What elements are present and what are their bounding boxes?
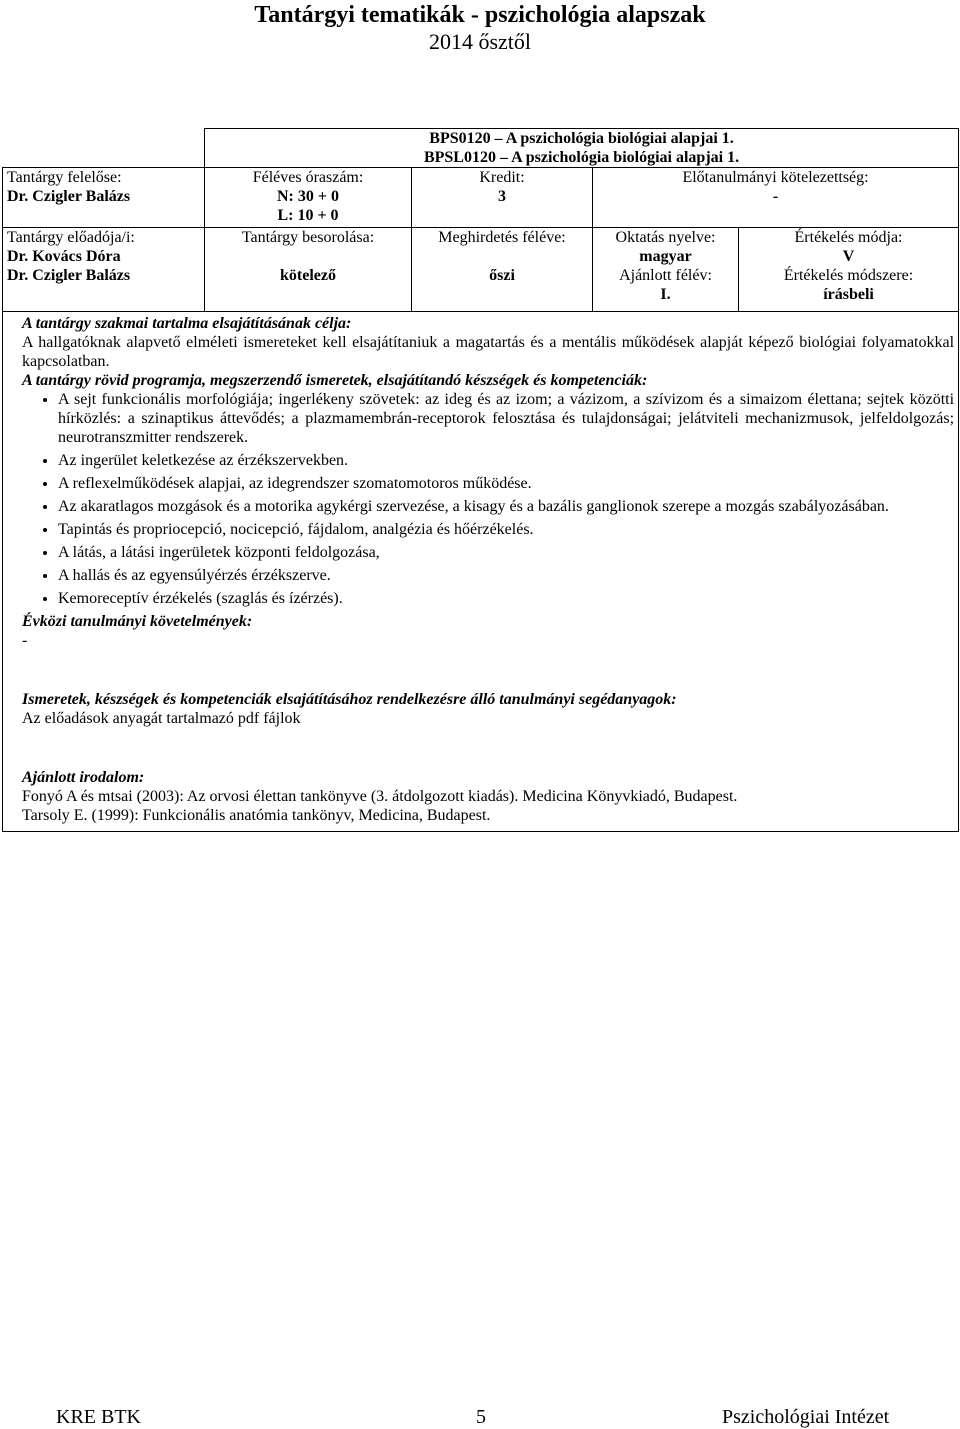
list-item: • Az ingerület keletkezése az érzékszervekben. [58, 451, 954, 470]
literature-item: Tarsoly E. (1999): Funkcionális anatómia tankönyv, Medicina, Budapest. [22, 807, 491, 824]
list-item: • A sejt funkcionális morfológiája; ingerlékeny szövetek: az ideg és az izom; a vázizom, a szívizom és a simaizom élettana; sejtek közötti hírközlés: a szinaptikus áttevődés; a plazmamembrán-receptorok felosztása és tulajdonságai; jelátviteli mechanizmusok, jelfeldolgozás; neurotranszmitter rendszerek. [58, 390, 954, 447]
responsible-label: Tantárgy felelőse: [7, 169, 122, 186]
lecturer-label: Tantárgy előadója/i: [7, 229, 135, 246]
responsible-name: Dr. Czigler Balázs [7, 188, 131, 205]
eval-mode-value: V [842, 248, 855, 265]
course-meta-row-2 [3, 228, 959, 312]
literature-label: Ajánlott irodalom: [22, 769, 145, 786]
eval-mode-label: Értékelés módja: [794, 229, 903, 246]
list-item: • Kemoreceptív érzékelés (szaglás és ízérzés). [58, 589, 954, 608]
literature-item: Fonyó A és mtsai (2003): Az orvosi élettan tankönyve (3. átdolgozott kiadás). Medicina Könyvkiadó, Budapest. [22, 788, 738, 805]
footer-left: KRE BTK [56, 1406, 141, 1428]
semester-label: Meghirdetés féléve: [438, 229, 566, 246]
page-number: 5 [476, 1406, 486, 1428]
prereq-value: - [772, 188, 779, 205]
language-label: Oktatás nyelve: [615, 229, 716, 246]
responsible-cell [3, 168, 205, 228]
program-list [22, 390, 954, 608]
footer-right: Pszichológiai Intézet [722, 1406, 890, 1428]
lecturer-1: Dr. Kovács Dóra [7, 248, 121, 265]
hours-label: Féléves óraszám: [252, 169, 364, 186]
course-meta-row-1 [3, 168, 959, 228]
materials-text: Az előadások anyagát tartalmazó pdf fájlok [22, 710, 301, 727]
eval-method-label: Értékelés módszere: [783, 267, 914, 284]
materials-label: Ismeretek, készségek és kompetenciák elsajátításához rendelkezésre álló tanulmányi segédanyagok: [22, 691, 677, 708]
hours-n: N: 30 + 0 [277, 188, 339, 205]
requirements-text: - [22, 632, 28, 649]
lecturer-cell [3, 228, 205, 312]
page-title: Tantárgyi tematikák - pszichológia alapszak [254, 2, 706, 28]
page-subtitle: 2014 ősztől [428, 29, 532, 54]
prereq-cell [593, 168, 959, 228]
eval-method-value: írásbeli [823, 286, 874, 303]
course-table [2, 128, 959, 832]
requirements-label: Évközi tanulmányi követelmények: [22, 613, 253, 630]
language-value: magyar [639, 248, 692, 265]
classification-value: kötelező [280, 267, 336, 284]
semester-cell [412, 228, 593, 312]
course-code-2: BPSL0120 – A pszichológia biológiai alapjai 1. [423, 149, 740, 166]
lecturer-2: Dr. Czigler Balázs [7, 267, 131, 284]
list-item: • Tapintás és propriocepció, nocicepció, fájdalom, analgézia és hőérzékelés. [58, 520, 954, 539]
course-code-cell [205, 129, 959, 168]
details-cell [3, 312, 959, 832]
language-cell [593, 228, 739, 312]
evaluation-cell [739, 228, 959, 312]
list-item: • Az akaratlagos mozgások és a motorika agykérgi szervezése, a kisagy és a bazális ganglionok szerepe a mozgás szabályozásában. [58, 497, 954, 516]
classification-label: Tantárgy besorolása: [241, 229, 375, 246]
list-item: • A hallás és az egyensúlyérzés érzékszerve. [58, 566, 954, 585]
recommended-label: Ajánlott félév: [619, 267, 712, 284]
credit-cell [412, 168, 593, 228]
classification-cell [205, 228, 412, 312]
page-footer [0, 1406, 960, 1428]
credit-value: 3 [498, 188, 506, 205]
hours-l: L: 10 + 0 [277, 207, 339, 224]
course-code-row [3, 129, 959, 168]
recommended-value: I. [660, 286, 671, 303]
credit-label: Kredit: [479, 169, 525, 186]
program-label: A tantárgy rövid programja, megszerzendő ismeretek, elsajátítandó készségek és kompetenciák: [22, 372, 648, 389]
list-item: • A reflexelműködések alapjai, az idegrendszer szomatomotoros működése. [58, 474, 954, 493]
goal-text: A hallgatóknak alapvető elméleti ismereteket kell elsajátítaniuk a magatartás és a mentális működések alapját képező biológiai folyamatokkal kapcsolatban. [22, 334, 955, 370]
semester-value: őszi [489, 267, 515, 284]
details-row [3, 312, 959, 832]
prereq-label: Előtanulmányi kötelezettség: [682, 169, 869, 186]
course-code-1: BPS0120 – A pszichológia biológiai alapjai 1. [429, 130, 734, 147]
hours-cell [205, 168, 412, 228]
list-item: • A látás, a látási ingerületek központi feldolgozása, [58, 543, 954, 562]
goal-label: A tantárgy szakmai tartalma elsajátításának célja: [22, 315, 352, 332]
